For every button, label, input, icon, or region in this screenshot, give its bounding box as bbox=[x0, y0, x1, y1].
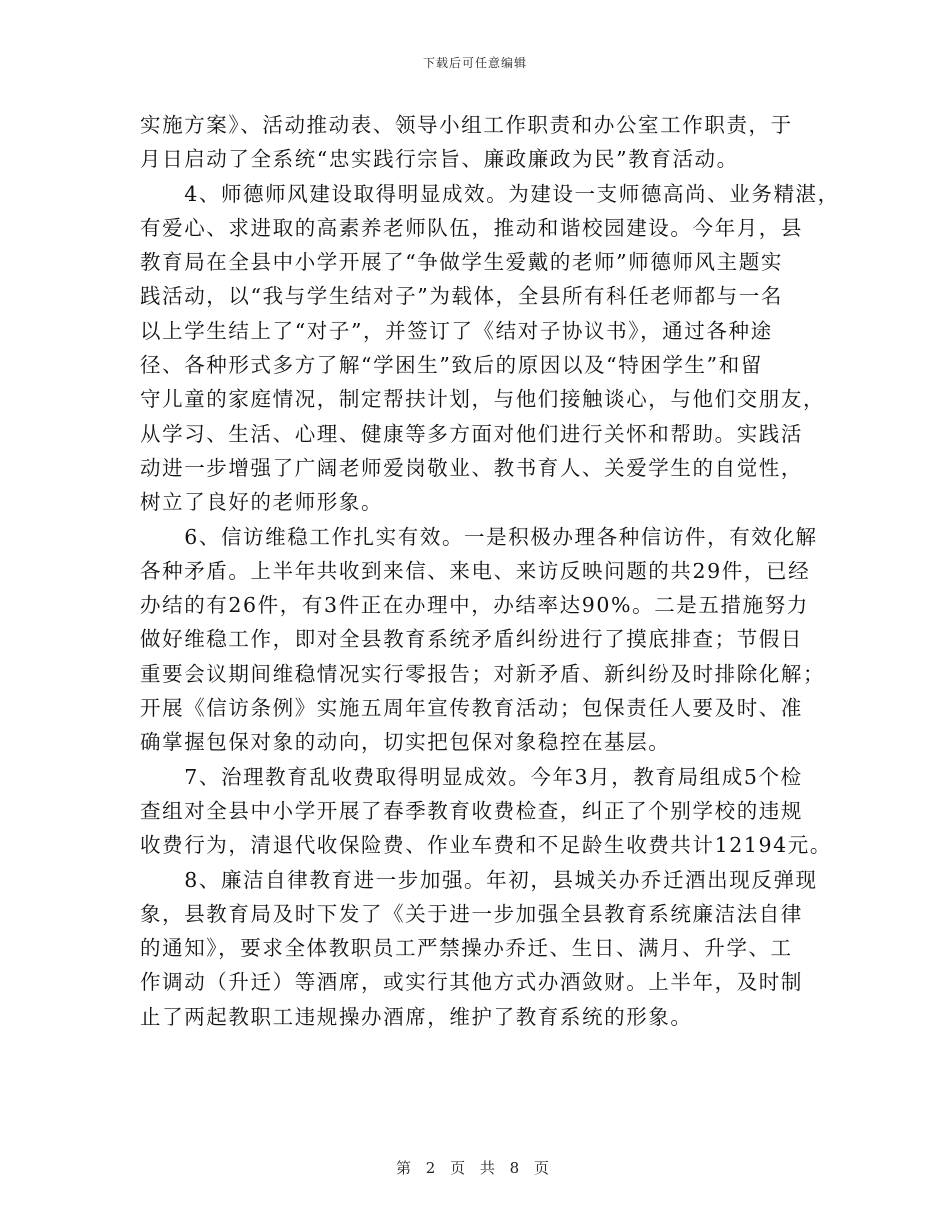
text-line: 查组对全县中小学开展了春季教育收费检查，纠正了个别学校的违规 bbox=[140, 798, 803, 823]
text-line: 践活动，以“我与学生结对子”为载体，全县所有科任老师都与一名 bbox=[140, 284, 783, 309]
text-line: 动进一步增强了广阔老师爱岗敬业、教书育人、关爱学生的自觉性， bbox=[140, 455, 803, 480]
text-line: 6、信访维稳工作扎实有效。一是积极办理各种信访件，有效化解 bbox=[140, 524, 818, 549]
text-line: 各种矛盾。上半年共收到来信、来电、来访反映问题的共29件，已经 bbox=[140, 558, 811, 583]
page-footer: 第 2 页 共 8 页 bbox=[396, 1159, 554, 1177]
text-line: 重要会议期间维稳情况实行零报告；对新矛盾、新纠纷及时排除化解； bbox=[140, 661, 826, 686]
text-line: 有爱心、求进取的高素养老师队伍，推动和谐校园建设。今年月，县 bbox=[140, 215, 803, 240]
page-header: 下载后可任意编辑 bbox=[422, 56, 527, 70]
text-line: 办结的有26件，有3件正在办理中，办结率达90%。二是五措施努力 bbox=[140, 593, 809, 618]
text-line: 确掌握包保对象的动向，切实把包保对象稳控在基层。 bbox=[140, 730, 671, 755]
text-line: 做好维稳工作，即对全县教育系统矛盾纠纷进行了摸底排查；节假日 bbox=[140, 627, 803, 652]
text-line: 开展《信访条例》实施五周年宣传教育活动；包保责任人要及时、准 bbox=[140, 696, 803, 721]
text-line: 收费行为，清退代收保险费、作业车费和不足龄生收费共计12194元。 bbox=[140, 833, 833, 858]
text-line: 止了两起教职工违规操办酒席，维护了教育系统的形象。 bbox=[140, 1004, 693, 1029]
text-line: 7、治理教育乱收费取得明显成效。今年3月，教育局组成5个检 bbox=[140, 764, 803, 789]
text-line: 作调动（升迁）等酒席，或实行其他方式办酒敛财。上半年，及时制 bbox=[140, 970, 803, 995]
text-line: 从学习、生活、心理、健康等多方面对他们进行关怀和帮助。实践活 bbox=[140, 421, 803, 446]
text-line: 以上学生结上了“对子”，并签订了《结对子协议书》，通过各种途 bbox=[140, 318, 773, 343]
text-line: 实施方案》、活动推动表、领导小组工作职责和办公室工作职责，于 bbox=[140, 113, 793, 137]
document-body bbox=[140, 108, 840, 1034]
text-line: 的通知》，要求全体教职员工严禁操办乔迁、生日、满月、升学、工 bbox=[140, 936, 793, 961]
text-line: 月日启动了全系统“忠实践行宗旨、廉政廉政为民”教育活动。 bbox=[140, 147, 739, 172]
text-line: 象，县教育局及时下发了《关于进一步加强全县教育系统廉洁法自律 bbox=[140, 901, 803, 926]
text-line: 教育局在全县中小学开展了“争做学生爱戴的老师”师德师风主题实 bbox=[140, 250, 783, 275]
text-line: 树立了良好的老师形象。 bbox=[140, 490, 384, 515]
text-line: 4、师德师风建设取得明显成效。为建设一支师德高尚、业务精湛， bbox=[140, 181, 840, 206]
text-line: 8、廉洁自律教育进一步加强。年初，县城关办乔迁酒出现反弹现 bbox=[140, 867, 818, 892]
text-line: 径、各种形式多方了解“学困生”致后的原因以及“特困学生”和留 bbox=[140, 353, 763, 378]
text-line: 守儿童的家庭情况，制定帮扶计划，与他们接触谈心，与他们交朋友， bbox=[140, 387, 826, 412]
